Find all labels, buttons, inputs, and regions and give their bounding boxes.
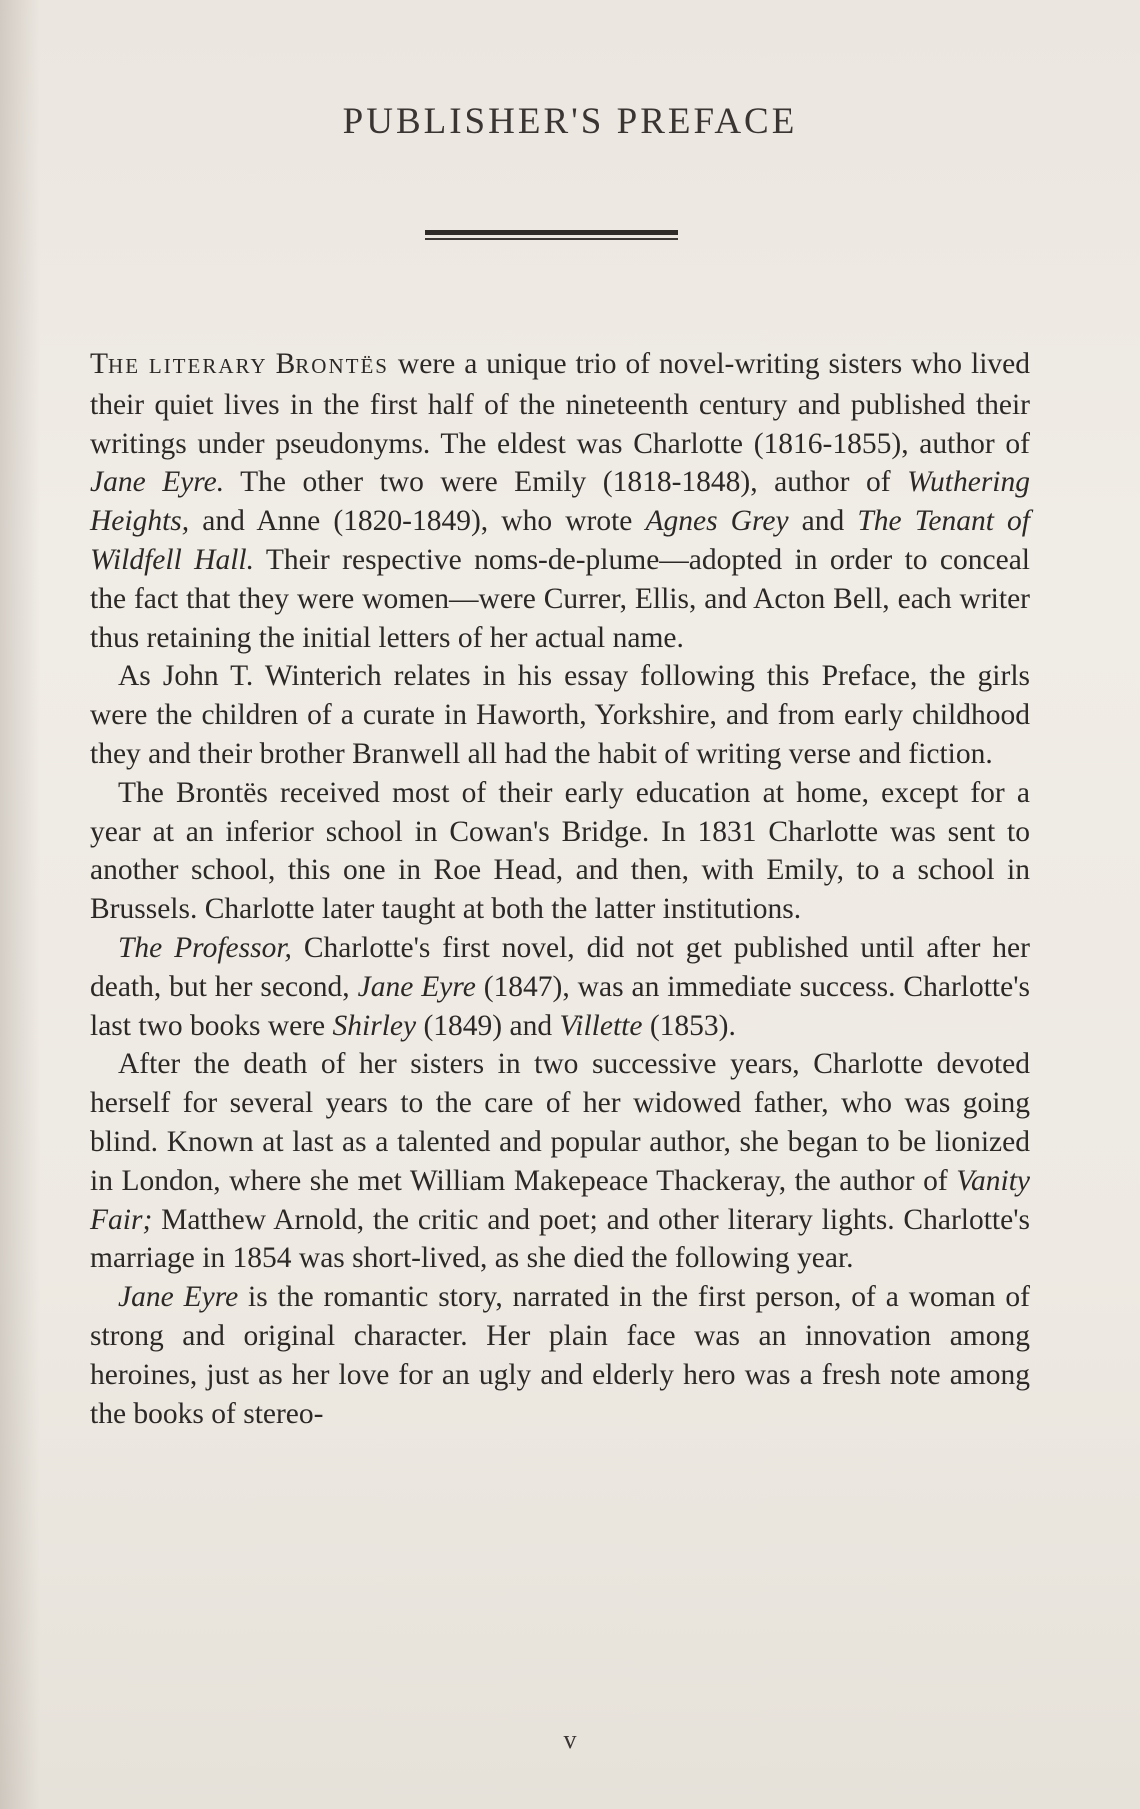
text-run: (1847), was an immediate success. Charlotte's last two books were [90, 970, 1031, 1042]
book-title: Jane Eyre. [90, 466, 225, 499]
book-title: Jane Eyre [357, 970, 476, 1003]
page-number: v [563, 1725, 577, 1754]
book-title: Jane Eyre [118, 1281, 239, 1314]
heading-rule [425, 230, 678, 240]
book-title: Wuthering Heights, [90, 466, 1030, 538]
book-title: Shirley [332, 1009, 417, 1042]
lead-small-caps-2: RONTËS [295, 354, 389, 378]
heading-rule-thick [425, 230, 678, 235]
book-title: The Tenant of Wildfell Hall. [90, 505, 1031, 576]
text-run: Their respective noms-de-plume—adopted in order to conceal the fact that they were women—were Currer, Ellis, and Acton Bell, each writer thus retaining the initial letters of her actual name. [90, 543, 1030, 654]
text-run: Charlotte's first novel, did not get published until after her death, but her second, [90, 931, 1030, 1003]
text-run: The other two were Emily (1818-1848), author of [224, 466, 908, 499]
paragraph-1 [90, 345, 1030, 657]
book-title: Agnes Grey [645, 505, 789, 538]
heading-rule-thin [425, 238, 678, 240]
book-title: The Professor, [118, 931, 292, 964]
text-run: (1853). [642, 1009, 736, 1042]
text-run: and [788, 505, 858, 538]
paragraph-2: As John T. Winterich relates in his essay following this Preface, the girls were the children of a curate in Haworth, Yorkshire, and from early childhood they and their brother Branwell all had the habit of writing verse and fiction. [90, 660, 1030, 770]
text-run: (1849) and [416, 1009, 560, 1042]
lead-small-caps-1: HE LITERARY [108, 354, 276, 378]
text-run: is the romantic story, narrated in the first person, of a woman of strong and original character. Her plain face was an innovation among heroines, just as her love for an ugly and elderly hero was a fresh note among the books of stereo- [90, 1281, 1030, 1430]
page-gutter-shadow [0, 0, 40, 1809]
lead-initial-1: T [90, 348, 109, 380]
paragraph-3: The Brontës received most of their early education at home, except for a year at an inferior school in Cowan's Bridge. In 1831 Charlotte was sent to another school, this one in Roe Head, and then, with Emily, to a school in Brussels. Charlotte later taught at both the latter institutions. [90, 776, 1030, 926]
text-run: After the death of her sisters in two successive years, Charlotte devoted herself for several years to the care of her widowed father, who was going blind. Known at last as a talented and popular author, she began to be lionized in London, where she met William Makepeace Thackeray, the author of [90, 1048, 1030, 1197]
paragraph-4 [90, 929, 1030, 1045]
book-title: Vanity Fair; [90, 1164, 1030, 1236]
text-run: Matthew Arnold, the critic and poet; and other literary lights. Charlotte's marriage in 1854 was short-lived, as she died the following year. [90, 1203, 1030, 1275]
preface-body [90, 345, 1030, 1433]
paragraph-5 [90, 1045, 1030, 1278]
text-run: and Anne (1820-1849), who wrote [189, 505, 646, 538]
book-title: Villette [559, 1009, 643, 1042]
lead-initial-2: B [275, 348, 296, 380]
page-heading: PUBLISHER'S PREFACE [342, 101, 798, 142]
text-run: were a unique trio of novel-writing sisters who lived their quiet lives in the first half of the nineteenth century and published their writings under pseudonyms. The eldest was Charlotte (1816-1855), author of [90, 348, 1030, 460]
paragraph-6 [90, 1278, 1030, 1433]
